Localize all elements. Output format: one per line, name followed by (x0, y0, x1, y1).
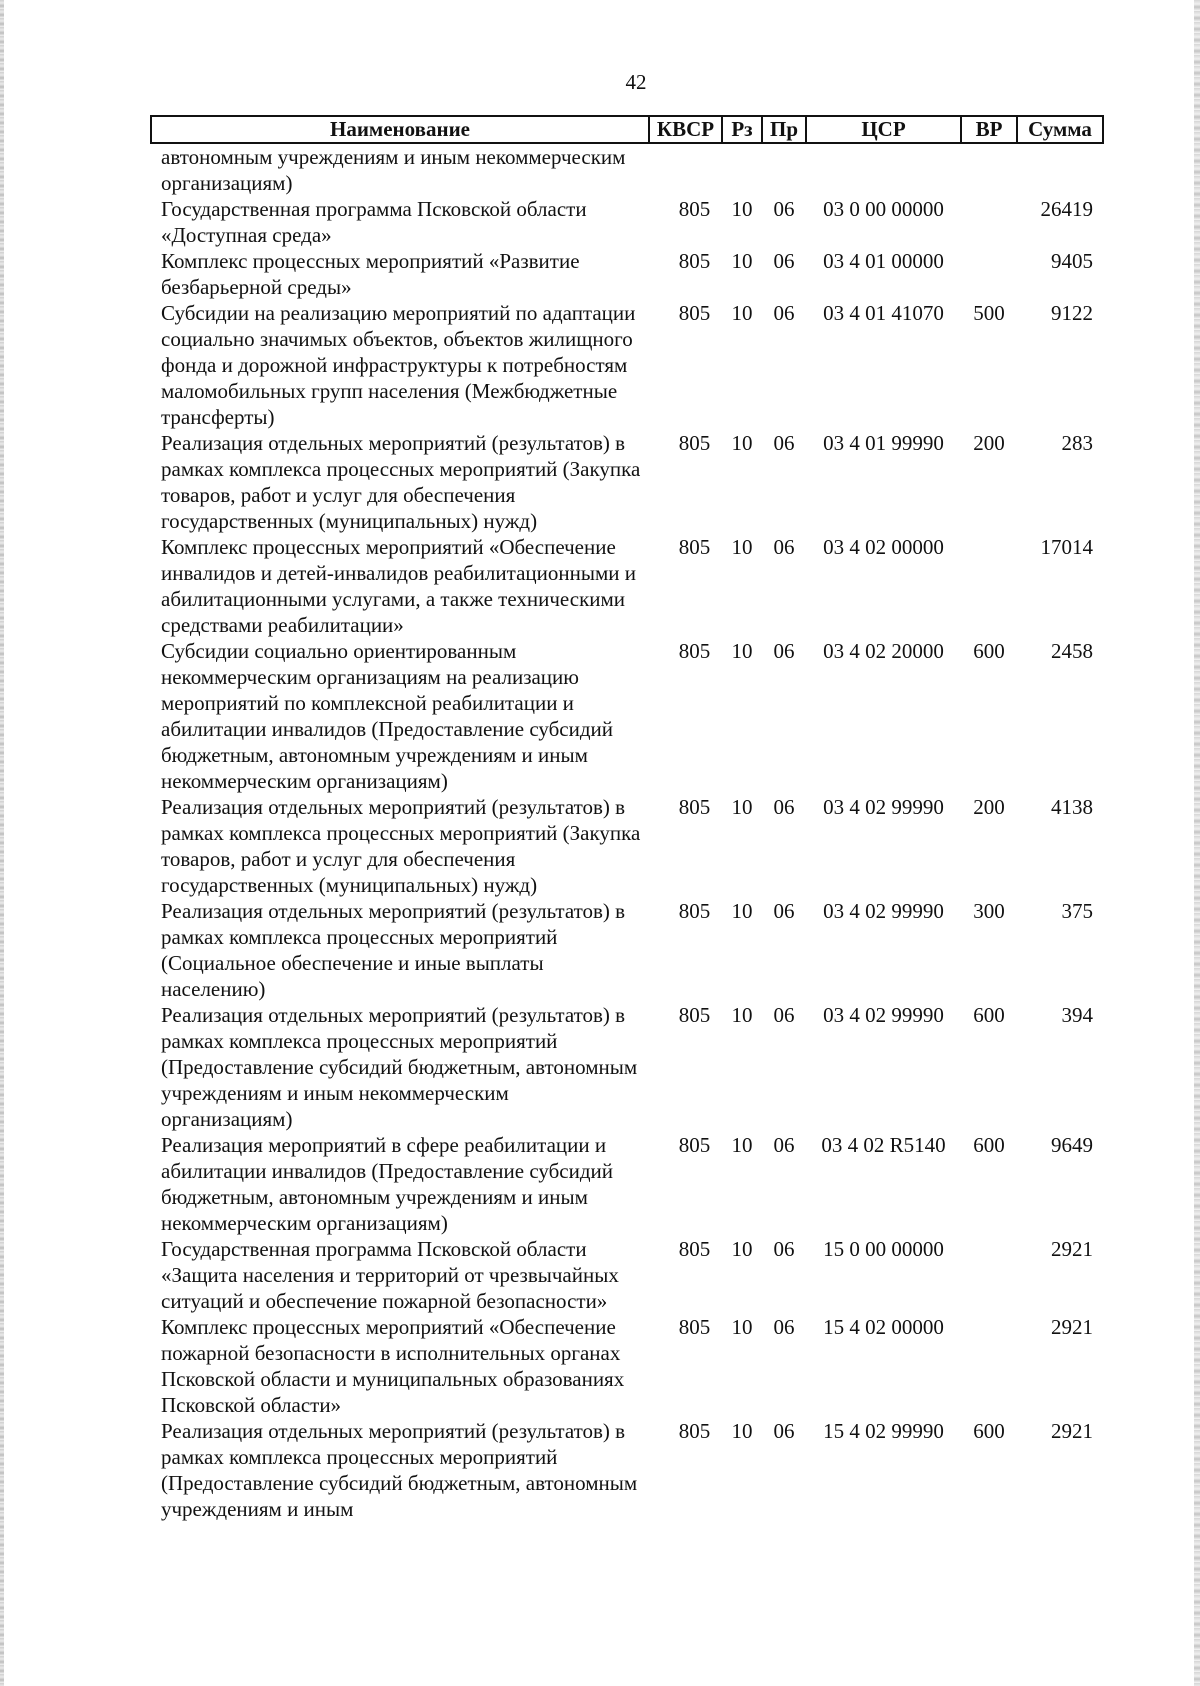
header-name: Наименование (151, 116, 649, 143)
table-row (151, 794, 1103, 898)
cell-name: Реализация отдельных мероприятий (результатов) в рамках комплекса процессных мероприятий (Предоставление субсидий бюджетным, автономным учреждениям и иным (161, 1419, 638, 1521)
cell-kvsr (649, 143, 722, 196)
cell-vr (961, 196, 1017, 248)
cell-sum: 9122 (1051, 301, 1093, 325)
cell-csr: 03 4 02 99990 (823, 795, 944, 819)
cell-kvsr: 805 (678, 639, 711, 663)
cell-vr: 600 (973, 1419, 1005, 1443)
cell-vr: 200 (973, 431, 1005, 455)
cell-kvsr: 805 (678, 197, 711, 221)
scan-edge-right (1194, 0, 1200, 1686)
cell-kvsr: 805 (678, 535, 711, 559)
table-body (151, 143, 1103, 1522)
cell-csr: 15 0 00 00000 (823, 1237, 944, 1261)
cell-vr: 200 (973, 795, 1005, 819)
budget-table (150, 115, 1104, 1522)
cell-rz: 10 (731, 795, 753, 819)
cell-rz: 10 (731, 1003, 753, 1027)
header-csr: ЦСР (806, 116, 961, 143)
cell-csr: 15 4 02 99990 (823, 1419, 944, 1443)
cell-vr (961, 1314, 1017, 1418)
cell-rz: 10 (731, 899, 753, 923)
cell-name: Реализация отдельных мероприятий (результатов) в рамках комплекса процессных мероприятий (Предоставление субсидий бюджетным, автономным учреждениям и иным некоммерческим организациям) (161, 1003, 638, 1131)
cell-csr: 03 4 02 99990 (823, 899, 944, 923)
cell-sum (1017, 143, 1103, 196)
cell-sum: 2458 (1051, 639, 1093, 663)
cell-sum: 9649 (1051, 1133, 1093, 1157)
cell-kvsr: 805 (678, 1315, 711, 1339)
cell-kvsr: 805 (678, 899, 711, 923)
budget-table-container (150, 115, 1102, 1522)
cell-name: Государственная программа Псковской области «Защита населения и территорий от чрезвычайных ситуаций и обеспечение пожарной безопасности» (161, 1237, 619, 1313)
table-row (151, 430, 1103, 534)
table-row (151, 300, 1103, 430)
table-row (151, 1314, 1103, 1418)
cell-vr (961, 1236, 1017, 1314)
table-row (151, 248, 1103, 300)
cell-vr (961, 143, 1017, 196)
cell-vr: 300 (973, 899, 1005, 923)
cell-name: Реализация отдельных мероприятий (результатов) в рамках комплекса процессных мероприятий (Закупка товаров, работ и услуг для обеспечения государственных (муниципальных) нужд) (161, 795, 641, 897)
table-header (151, 116, 1103, 143)
cell-name: Комплекс процессных мероприятий «Обеспечение инвалидов и детей-инвалидов реабилитационными и абилитационными услугами, а также техническими средствами реабилитации» (161, 535, 636, 637)
cell-rz: 10 (731, 301, 753, 325)
cell-vr: 500 (973, 301, 1005, 325)
cell-pr: 06 (773, 301, 795, 325)
cell-rz: 10 (731, 639, 753, 663)
cell-kvsr: 805 (678, 1237, 711, 1261)
cell-pr (762, 143, 806, 196)
table-row (151, 1132, 1103, 1236)
cell-vr: 600 (973, 639, 1005, 663)
cell-sum: 2921 (1051, 1419, 1093, 1443)
table-row (151, 1002, 1103, 1132)
cell-rz: 10 (731, 1237, 753, 1261)
cell-vr (961, 248, 1017, 300)
cell-kvsr: 805 (678, 431, 711, 455)
cell-pr: 06 (773, 795, 795, 819)
header-rz: Рз (722, 116, 762, 143)
cell-name: автономным учреждениям и иным некоммерческим организациям) (161, 145, 626, 195)
cell-pr: 06 (773, 899, 795, 923)
cell-csr: 03 4 02 99990 (823, 1003, 944, 1027)
cell-sum: 394 (1061, 1003, 1093, 1027)
cell-rz: 10 (731, 197, 753, 221)
cell-pr: 06 (773, 535, 795, 559)
cell-rz: 10 (731, 249, 753, 273)
cell-sum: 2921 (1051, 1237, 1093, 1261)
cell-csr: 03 4 02 20000 (823, 639, 944, 663)
cell-csr (806, 143, 961, 196)
cell-sum: 17014 (1040, 535, 1093, 559)
cell-sum: 283 (1061, 431, 1093, 455)
header-row (151, 116, 1103, 143)
cell-pr: 06 (773, 431, 795, 455)
cell-name: Комплекс процессных мероприятий «Развитие безбарьерной среды» (161, 249, 580, 299)
cell-name: Комплекс процессных мероприятий «Обеспечение пожарной безопасности в исполнительных органах Псковской области и муниципальных образованиях Псковской области» (161, 1315, 625, 1417)
cell-pr: 06 (773, 1133, 795, 1157)
cell-csr: 03 4 01 00000 (823, 249, 944, 273)
cell-csr: 03 4 02 00000 (823, 535, 944, 559)
cell-pr: 06 (773, 197, 795, 221)
cell-vr: 600 (973, 1133, 1005, 1157)
header-pr: Пр (762, 116, 806, 143)
cell-name: Государственная программа Псковской области «Доступная среда» (161, 197, 587, 247)
header-sum: Сумма (1017, 116, 1103, 143)
cell-name: Субсидии на реализацию мероприятий по адаптации социально значимых объектов, объектов жилищного фонда и дорожной инфраструктуры к потребностям маломобильных групп населения (Межбюджетные трансферты) (161, 301, 636, 429)
table-row (151, 1236, 1103, 1314)
cell-pr: 06 (773, 249, 795, 273)
cell-csr: 03 4 01 41070 (823, 301, 944, 325)
cell-sum: 26419 (1040, 197, 1093, 221)
cell-rz: 10 (731, 535, 753, 559)
cell-sum: 375 (1061, 899, 1093, 923)
cell-pr: 06 (773, 1315, 795, 1339)
cell-csr: 03 4 01 99990 (823, 431, 944, 455)
table-row (151, 196, 1103, 248)
table-row (151, 898, 1103, 1002)
cell-vr: 600 (973, 1003, 1005, 1027)
cell-sum: 2921 (1051, 1315, 1093, 1339)
table-row (151, 534, 1103, 638)
cell-kvsr: 805 (678, 249, 711, 273)
cell-csr: 15 4 02 00000 (823, 1315, 944, 1339)
page-number: 42 (625, 70, 647, 94)
cell-pr: 06 (773, 1003, 795, 1027)
cell-sum: 9405 (1051, 249, 1093, 273)
cell-rz: 10 (731, 431, 753, 455)
cell-pr: 06 (773, 1419, 795, 1443)
cell-pr: 06 (773, 639, 795, 663)
cell-sum: 4138 (1051, 795, 1093, 819)
cell-csr: 03 4 02 R5140 (821, 1133, 946, 1157)
cell-name: Реализация отдельных мероприятий (результатов) в рамках комплекса процессных мероприятий (Закупка товаров, работ и услуг для обеспечения государственных (муниципальных) нужд) (161, 431, 641, 533)
cell-name: Субсидии социально ориентированным некоммерческим организациям на реализацию мероприятий по комплексной реабилитации и абилитации инвалидов (Предоставление субсидий бюджетным, автономным учреждениям и иным некоммерческим организациям) (161, 639, 614, 793)
cell-kvsr: 805 (678, 1003, 711, 1027)
table-row (151, 1418, 1103, 1522)
cell-rz (722, 143, 762, 196)
scan-edge-left (0, 0, 4, 1686)
cell-name: Реализация мероприятий в сфере реабилитации и абилитации инвалидов (Предоставление субсидий бюджетным, автономным учреждениям и иным некоммерческим организациям) (161, 1133, 614, 1235)
cell-pr: 06 (773, 1237, 795, 1261)
cell-vr (961, 534, 1017, 638)
header-vr: ВР (961, 116, 1017, 143)
cell-rz: 10 (731, 1133, 753, 1157)
table-row (151, 638, 1103, 794)
cell-kvsr: 805 (678, 1419, 711, 1443)
header-kvsr: КВСР (649, 116, 722, 143)
cell-rz: 10 (731, 1315, 753, 1339)
cell-rz: 10 (731, 1419, 753, 1443)
cell-kvsr: 805 (678, 795, 711, 819)
cell-kvsr: 805 (678, 1133, 711, 1157)
cell-kvsr: 805 (678, 301, 711, 325)
cell-name: Реализация отдельных мероприятий (результатов) в рамках комплекса процессных мероприятий (Социальное обеспечение и иные выплаты населению) (161, 899, 626, 1001)
cell-csr: 03 0 00 00000 (823, 197, 944, 221)
table-row (151, 143, 1103, 196)
